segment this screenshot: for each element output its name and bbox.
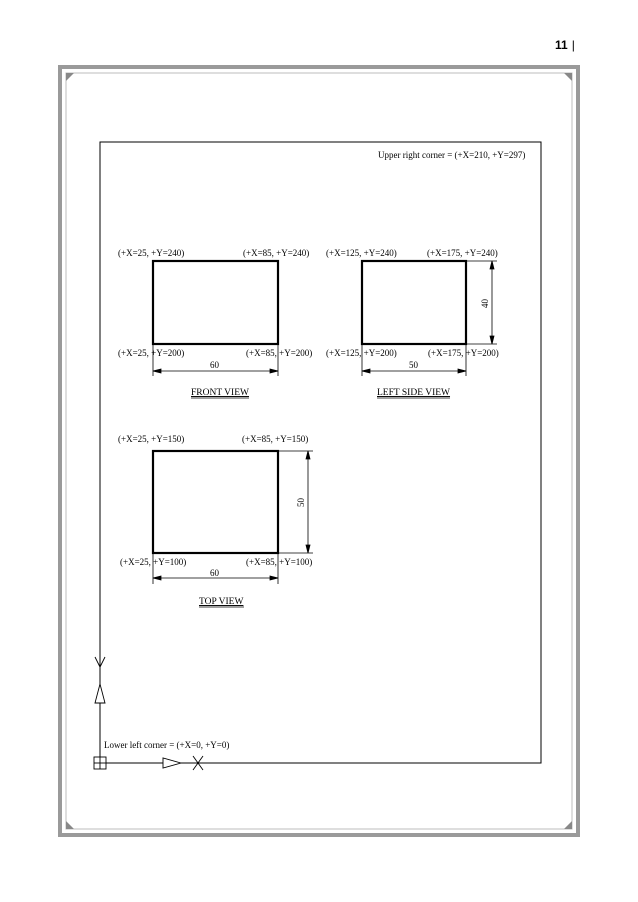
page-number-value: 11 bbox=[555, 38, 568, 52]
top-view-bottom-left-coord: (+X=25, +Y=100) bbox=[120, 557, 187, 567]
upper-right-corner-label: Upper right corner = (+X=210, +Y=297) bbox=[378, 150, 526, 160]
left-side-view-top-right-coord: (+X=175, +Y=240) bbox=[427, 248, 498, 258]
top-view-title: TOP VIEW bbox=[199, 597, 244, 607]
drawing-frame bbox=[100, 142, 541, 763]
front-view-title: FRONT VIEW bbox=[191, 388, 249, 398]
top-view-rect bbox=[153, 451, 278, 553]
left-side-view bbox=[326, 248, 499, 398]
top-view-top-right-coord: (+X=85, +Y=150) bbox=[242, 434, 309, 444]
top-view-bottom-right-coord: (+X=85, +Y=100) bbox=[246, 557, 313, 567]
ucs-icon bbox=[94, 657, 203, 770]
left-side-view-width-label: 50 bbox=[409, 360, 418, 370]
front-view-top-right-coord: (+X=85, +Y=240) bbox=[243, 248, 310, 258]
top-view-top-left-coord: (+X=25, +Y=150) bbox=[118, 434, 185, 444]
top-view-height-label: 50 bbox=[296, 498, 306, 507]
left-side-view-bottom-left-coord: (+X=125, +Y=200) bbox=[326, 348, 397, 358]
front-view-width-label: 60 bbox=[210, 360, 219, 370]
front-view-top-left-coord: (+X=25, +Y=240) bbox=[118, 248, 185, 258]
front-view-rect bbox=[153, 261, 278, 344]
left-side-view-top-left-coord: (+X=125, +Y=240) bbox=[326, 248, 397, 258]
page-number-separator: | bbox=[571, 38, 575, 52]
left-side-view-bottom-right-coord: (+X=175, +Y=200) bbox=[428, 348, 499, 358]
top-view-width-label: 60 bbox=[210, 568, 219, 578]
front-view-bottom-left-coord: (+X=25, +Y=200) bbox=[118, 348, 185, 358]
top-view bbox=[118, 434, 313, 607]
lower-left-corner-label: Lower left corner = (+X=0, +Y=0) bbox=[104, 740, 230, 750]
left-side-view-height-label: 40 bbox=[480, 299, 490, 308]
front-view bbox=[118, 248, 312, 398]
front-view-bottom-right-coord: (+X=85, +Y=200) bbox=[246, 348, 313, 358]
page-border bbox=[60, 67, 578, 835]
left-side-view-title: LEFT SIDE VIEW bbox=[377, 388, 451, 398]
left-side-view-rect bbox=[362, 261, 466, 344]
